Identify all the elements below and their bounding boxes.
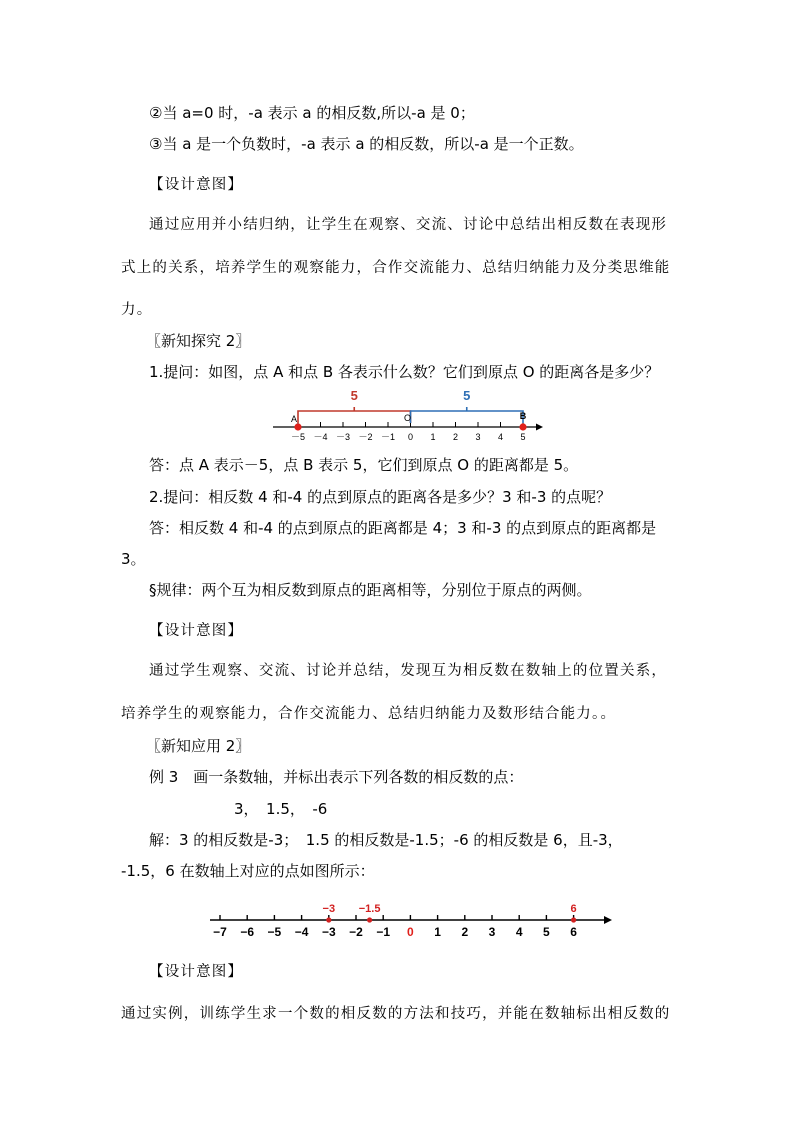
brace-left-bracket (298, 411, 411, 423)
design-intent-3-line-1: 通过实例，训练学生求一个数的相反数的方法和技巧，并能在数轴标出相反数的 (121, 1006, 671, 1022)
tick-label: 6 (570, 925, 577, 939)
point-b (519, 423, 526, 430)
tick-label: －4 (313, 432, 328, 442)
section-heading-design-intent-3: 【设计意图】 (149, 964, 244, 980)
design-intent-2-line-1: 通过学生观察、交流、讨论并总结，发现互为相反数在数轴上的位置关系， (149, 663, 668, 679)
tick-label: 3 (475, 432, 481, 442)
origin-label: O (403, 413, 412, 423)
section-heading-design-intent-2: 【设计意图】 (149, 623, 244, 639)
marked-point (326, 917, 331, 922)
brace-left-label: 5 (350, 388, 358, 403)
marked-point (571, 917, 576, 922)
number-line-2-group (210, 903, 612, 939)
tick-label: −1 (376, 925, 391, 939)
tick-label: 1 (434, 925, 441, 939)
tick-label: −2 (349, 925, 363, 939)
tick-label: 4 (515, 925, 523, 939)
question-2: 2.提问：相反数 4 和-4 的点到原点的距离各是多少？3 和-3 的点呢？ (149, 488, 612, 506)
answer-1: 答：点 A 表示－5，点 B 表示 5，它们到原点 O 的距离都是 5。 (149, 456, 579, 474)
brace-right-bracket (411, 411, 524, 423)
tick-label: −5 (267, 925, 282, 939)
rule-statement: §规律：两个互为相反数到原点的距离相等，分别位于原点的两侧。 (149, 581, 592, 599)
tick-label: −3 (321, 925, 336, 939)
tick-label: −7 (213, 925, 227, 939)
tick-label: －1 (380, 432, 396, 442)
number-line-1-group (273, 388, 543, 442)
number-line-figure-1 (268, 388, 548, 448)
section-heading-apply-2: 〖新知应用 2〗 (146, 737, 251, 755)
tick-label: 4 (497, 432, 504, 442)
paragraph-case-negative: ③当 a 是一个负数时，-a 表示 a 的相反数，所以-a 是一个正数。 (149, 135, 584, 153)
point-a (294, 423, 301, 430)
question-1: 1.提问：如图，点 A 和点 B 各表示什么数？它们到原点 O 的距离各是多少？ (149, 363, 660, 381)
tick-label: 0 (407, 432, 414, 442)
number-line-figure-2 (208, 895, 618, 945)
marked-point (367, 917, 372, 922)
tick-label: 0 (407, 925, 414, 939)
answer-2-line-2: 3。 (121, 550, 146, 568)
design-intent-1-line-2: 式上的关系，培养学生的观察能力，合作交流能力、总结归纳能力及分类思维能 (121, 260, 671, 276)
section-heading-explore-2: 〖新知探究 2〗 (146, 332, 251, 350)
tick-label: 1 (430, 432, 436, 442)
marked-point-label: −3 (322, 903, 336, 915)
tick-label: －2 (358, 432, 373, 442)
section-heading-design-intent-1: 【设计意图】 (149, 177, 244, 193)
tick-label: −6 (240, 925, 255, 939)
design-intent-1-line-1: 通过应用并小结归纳，让学生在观察、交流、讨论中总结出相反数在表现形 (149, 217, 668, 233)
tick-label: －5 (290, 432, 306, 442)
tick-label: 5 (520, 432, 526, 442)
axis-arrow (604, 916, 612, 924)
example-3-numbers: 3， 1.5， -6 (234, 800, 328, 818)
tick-label: －3 (335, 432, 351, 442)
tick-label: −4 (294, 925, 309, 939)
design-intent-2-line-2: 培养学生的观察能力，合作交流能力、总结归纳能力及数形结合能力。。 (121, 706, 617, 722)
axis-arrow (536, 424, 543, 431)
tick-label: 2 (452, 432, 459, 442)
marked-point-label: −1.5 (358, 903, 381, 915)
design-intent-1-line-3: 力。 (121, 302, 153, 318)
brace-right-label: 5 (463, 388, 471, 403)
answer-2-line-1: 答：相反数 4 和-4 的点到原点的距离都是 4；3 和-3 的点到原点的距离都是 (149, 519, 657, 537)
solution-line-1: 解：3 的相反数是-3； 1.5 的相反数是-1.5；-6 的相反数是 6，且-3， (149, 831, 623, 849)
tick-label: 2 (461, 925, 469, 939)
point-a-label: A (290, 414, 298, 424)
solution-line-2: -1.5，6 在数轴上对应的点如图所示： (121, 862, 375, 880)
paragraph-case-zero: ②当 a=0 时，-a 表示 a 的相反数,所以-a 是 0； (149, 104, 475, 122)
tick-label: 3 (488, 925, 496, 939)
marked-point-label: 6 (570, 903, 577, 915)
point-b-label: B (519, 411, 527, 421)
example-3-prompt: 例 3 画一条数轴，并标出表示下列各数的相反数的点： (149, 768, 524, 786)
tick-label: 5 (543, 925, 550, 939)
